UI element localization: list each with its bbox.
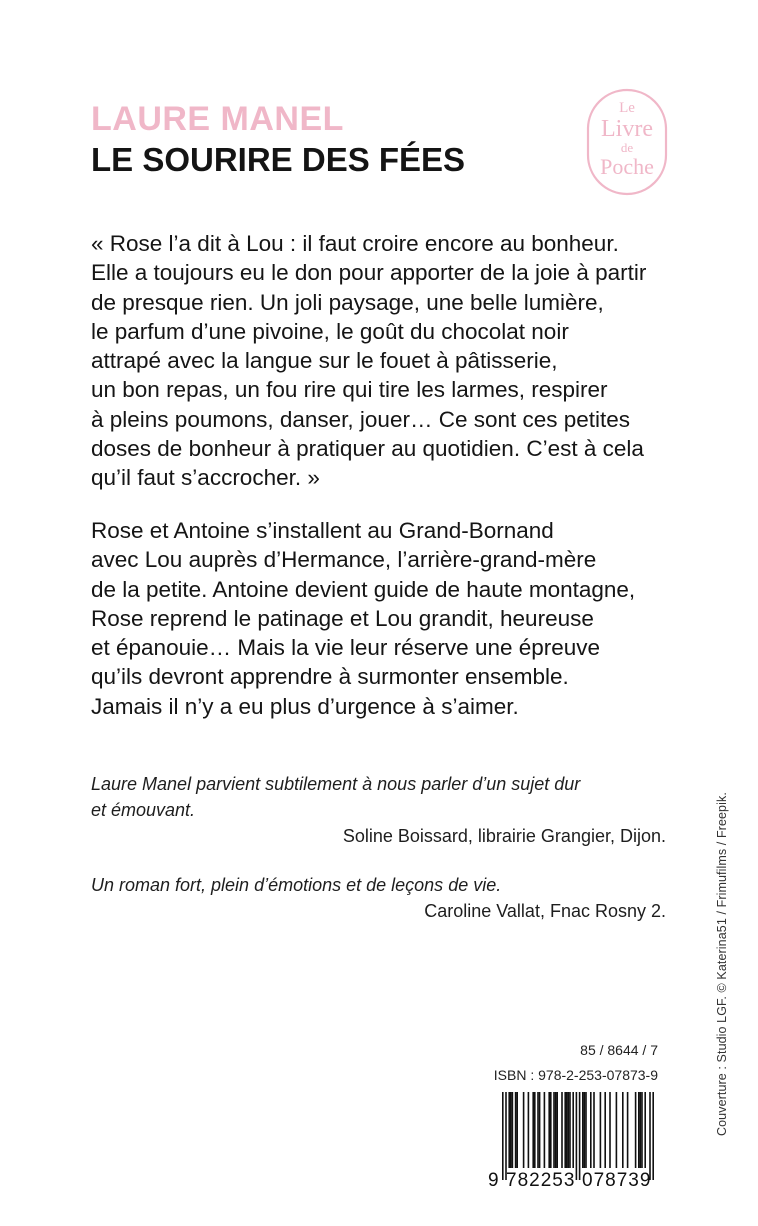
blurb-summary (91, 516, 691, 721)
barcode-first-digit: 9 (488, 1170, 499, 1191)
barcode-guard-bar (649, 1092, 651, 1180)
barcode-bar (572, 1092, 574, 1168)
cover-credits: Couverture : Studio LGF. © Katerina51 / Frimufilms / Freepik. (715, 792, 729, 1136)
barcode-bar (515, 1092, 517, 1168)
barcode-bar (556, 1092, 558, 1168)
logo-le-text: Le (619, 100, 635, 116)
quote-line: à pleins poumons, danser, jouer… Ce sont ces petites (91, 406, 631, 432)
barcode-bar (585, 1092, 587, 1168)
barcode-bar (516, 1092, 518, 1168)
barcode-bar (569, 1092, 571, 1168)
summary-line: Jamais il n’y a eu plus d’urgence à s’aimer. (91, 693, 519, 719)
summary-line: avec Lou auprès d’Hermance, l’arrière-grand-mère (91, 547, 597, 573)
barcode-bar (641, 1092, 643, 1168)
review-vallat (91, 872, 666, 924)
barcode-left-digits: 782253 (506, 1170, 576, 1191)
barcode-guard-bar (579, 1092, 581, 1180)
barcode-guard-bar (576, 1092, 578, 1180)
summary-line: Rose et Antoine s’installent au Grand-Bornand (91, 518, 554, 543)
barcode-bar (609, 1092, 611, 1168)
barcode-bar (644, 1092, 646, 1168)
blurb-quote (91, 229, 691, 493)
barcode-bar (564, 1092, 566, 1168)
barcode-bar (510, 1092, 512, 1168)
barcode-bar (604, 1092, 606, 1168)
barcode-bar (523, 1092, 525, 1168)
barcode-bar (512, 1092, 514, 1168)
le-livre-de-poche-logo (586, 88, 668, 196)
barcode-bar (537, 1092, 539, 1168)
barcode-bar (548, 1092, 550, 1168)
author-name: LAURE MANEL (91, 100, 344, 138)
barcode-bar (568, 1092, 570, 1168)
quote-line: Elle a toujours eu le don pour apporter de la joie à partir (91, 260, 647, 286)
barcode-guard-bar (652, 1092, 654, 1180)
book-title: LE SOURIRE DES FÉES (91, 141, 466, 178)
barcode-guard-bar (505, 1092, 507, 1180)
barcode-bar (600, 1092, 602, 1168)
quote-line: qu’il faut s’accrocher. » (91, 465, 320, 491)
review-quote-line: et émouvant. (91, 800, 196, 820)
barcode-right-digits: 078739 (582, 1170, 652, 1191)
review-quote-line: Un roman fort, plein d’émotions et de leçons de vie. (91, 875, 502, 895)
barcode-bar (555, 1092, 557, 1168)
logo-de-text: de (620, 140, 634, 155)
barcode-bar (590, 1092, 592, 1168)
review-quote-line: Laure Manel parvient subtilement à nous parler d’un sujet dur (91, 774, 581, 794)
quote-line: le parfum d’une pivoine, le goût du chocolat noir (91, 318, 569, 344)
quote-line: un bon repas, un fou rire qui tire les larmes, respirer (91, 377, 608, 403)
isbn-number: ISBN : 978-2-253-07873-9 (493, 1067, 658, 1083)
barcode-bar (622, 1092, 624, 1168)
barcode-bar (638, 1092, 640, 1168)
barcode-bar (640, 1092, 642, 1168)
review-source: Soline Boissard, librairie Grangier, Dijon. (342, 826, 666, 846)
summary-line: de la petite. Antoine devient guide de haute montagne, (91, 576, 636, 602)
barcode-bar (635, 1092, 637, 1168)
catalog-number: 85 / 8644 / 7 (580, 1042, 658, 1058)
summary-line: Rose reprend le patinage et Lou grandit, heureuse (91, 605, 594, 631)
barcode-bar (534, 1092, 536, 1168)
barcode-bar (508, 1092, 510, 1168)
review-boissard (91, 771, 666, 849)
quote-line: doses de bonheur à pratiquer au quotidien. C’est à cela (91, 436, 644, 462)
barcode-bar (528, 1092, 530, 1168)
barcode-bar (593, 1092, 595, 1168)
barcode-bar (544, 1092, 546, 1168)
barcode-bar (584, 1092, 586, 1168)
quote-line: « Rose l’a dit à Lou : il faut croire encore au bonheur. (91, 231, 619, 256)
barcode-bar (550, 1092, 552, 1168)
barcode-digits (488, 1168, 663, 1194)
summary-line: qu’ils devront apprendre à surmonter ensemble. (91, 664, 569, 690)
summary-line: et épanouie… Mais la vie leur réserve une épreuve (91, 635, 601, 661)
barcode-bar (553, 1092, 555, 1168)
logo-livre-text: Livre (601, 116, 653, 142)
barcode-bar (566, 1092, 568, 1168)
quote-line: de presque rien. Un joli paysage, une belle lumière, (91, 289, 604, 315)
logo-poche-text: Poche (600, 154, 654, 179)
quote-line: attrapé avec la langue sur le fouet à pâtisserie, (91, 348, 558, 374)
barcode-bar (616, 1092, 618, 1168)
barcode-bar (582, 1092, 584, 1168)
barcode-bar (539, 1092, 541, 1168)
barcode-bar (532, 1092, 534, 1168)
barcode-bar (627, 1092, 629, 1168)
barcode-bar (561, 1092, 563, 1168)
review-source: Caroline Vallat, Fnac Rosny 2. (424, 901, 666, 921)
isbn-barcode (488, 1092, 663, 1196)
barcode-guard-bar (502, 1092, 504, 1180)
